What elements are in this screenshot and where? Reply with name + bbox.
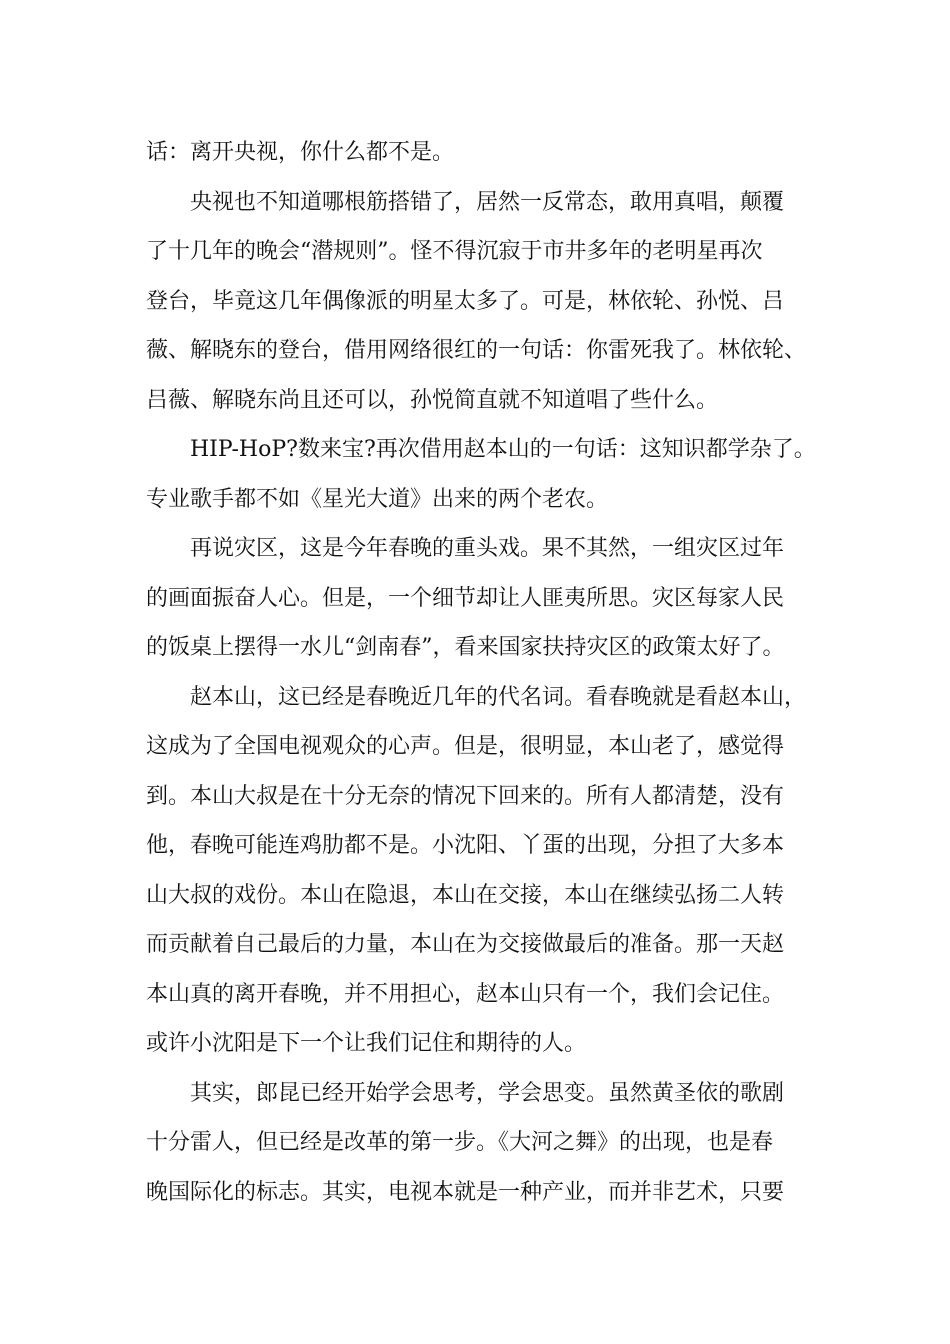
paragraph-start-line: 再说灾区，这是今年春晚的重头戏。果不其然，一组灾区过年 [190,536,785,561]
text-line: 的饭桌上摆得一水儿“剑南春”，看来国家扶持灾区的政策太好了。 [146,635,785,660]
text-line: 的画面振奋人心。但是，一个细节却让人匪夷所思。灾区每家人民 [146,585,785,611]
text-line: 他，春晚可能连鸡肋都不是。小沈阳、丫蛋的出现，分担了大多本 [146,833,785,858]
text-line: 山大叔的戏份。本山在隐退，本山在交接，本山在继续弘扬二人转 [146,882,785,908]
text-line: 登台，毕竟这几年偶像派的明星太多了。可是，林依轮、孙悦、吕 [146,288,785,314]
text-line: 到。本山大叔是在十分无奈的情况下回来的。所有人都清楚，没有 [146,783,785,809]
text-line: 话：离开央视，你什么都不是。 [146,140,455,165]
text-line: 十分雷人，但已经是改革的第一步。《大河之舞》的出现，也是春 [146,1130,774,1155]
text-line: 薇、解晓东的登台，借用网络很红的一句话：你雷死我了。林依轮、 [146,338,807,363]
text-line: 了十几年的晚会“潜规则”。怪不得沉寂于市井多年的老明星再次 [146,239,763,264]
text-line: 吕薇、解晓东尚且还可以，孙悦简直就不知道唱了些什么。 [146,387,719,413]
paragraph-start-line: 其实，郎昆已经开始学会思考，学会思变。虽然黄圣依的歌剧 [190,1080,785,1106]
text-line: 本山真的离开春晚，并不用担心，赵本山只有一个，我们会记住。 [146,981,785,1007]
body-text [146,128,836,1217]
paragraph-start-line: 赵本山，这已经是春晚近几年的代名词。看春晚就是看赵本山， [190,684,807,710]
paragraph-start-line: HIP-HoP?数来宝?再次借用赵本山的一句话：这知识都学杂了。 [190,437,816,462]
text-line: 或许小沈阳是下一个让我们记住和期待的人。 [146,1031,587,1056]
text-line: 而贡献着自己最后的力量，本山在为交接做最后的准备。那一天赵 [146,932,785,957]
text-line: 晚国际化的标志。其实，电视本就是一种产业，而并非艺术，只要 [146,1179,785,1205]
text-line: 这成为了全国电视观众的心声。但是，很明显，本山老了，感觉得 [146,734,785,759]
paragraph-start-line: 央视也不知道哪根筋搭错了，居然一反常态，敢用真唱，颠覆 [190,189,785,215]
text-line: 专业歌手都不如《星光大道》出来的两个老农。 [146,486,609,512]
